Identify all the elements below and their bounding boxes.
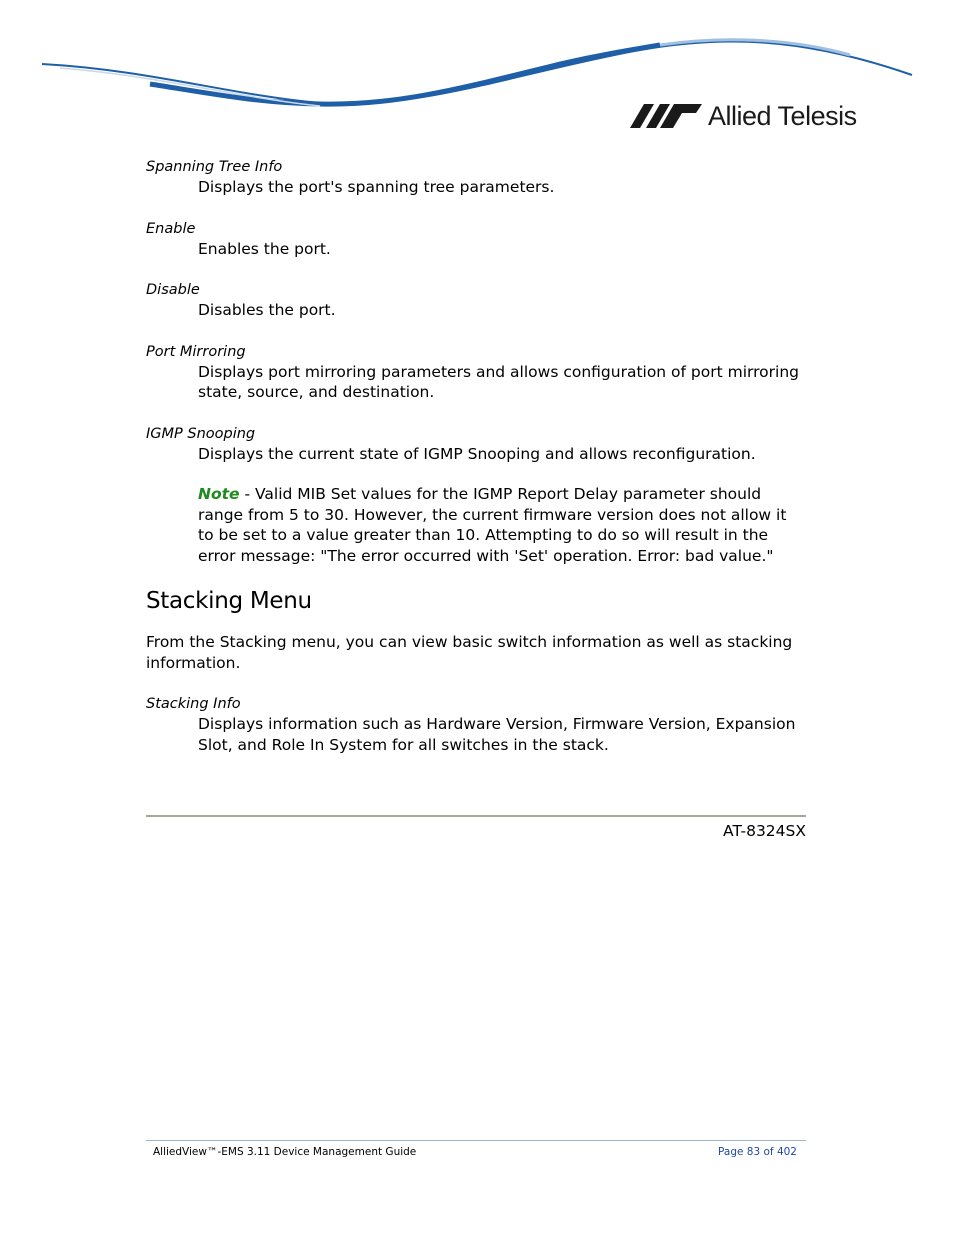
note-label: Note [198, 485, 240, 503]
description: Displays port mirroring parameters and allows configuration of port mirroring state, source, and destination. [198, 362, 799, 401]
term: Disable [146, 282, 200, 298]
term: IGMP Snooping [146, 425, 256, 442]
definition-spanning-tree-info [146, 157, 806, 198]
definition-enable [146, 219, 806, 260]
allied-telesis-mark-icon [630, 104, 702, 128]
definition-disable [146, 280, 806, 321]
term: Spanning Tree Info [146, 159, 283, 175]
definition-port-mirroring [146, 342, 806, 403]
description: Displays the current state of IGMP Snooping and allows reconfiguration. [198, 444, 756, 463]
definition-stacking-info [146, 694, 806, 755]
footer-divider [146, 1140, 806, 1141]
note-text: - Valid MIB Set values for the IGMP Report Delay parameter should range from 5 to 30. However, the current firmware version does not allow it to be set to a value greater than 10. Attempting to do so will result in the error message: "The error occurred with 'Set' operation. Error: bad value." [198, 485, 787, 565]
content-divider [146, 815, 806, 817]
description: Displays information such as Hardware Version, Firmware Version, Expansion Slot, and Role In System for all switches in the stack. [198, 715, 796, 754]
section-intro: From the Stacking menu, you can view basic switch information as well as stacking information. [146, 633, 793, 672]
term: Enable [146, 220, 196, 237]
description: Displays the port's spanning tree parameters. [198, 178, 555, 196]
section-heading: Stacking Menu [146, 588, 312, 614]
note [198, 484, 806, 566]
term: Port Mirroring [146, 343, 246, 360]
description: Enables the port. [198, 239, 331, 258]
definition-igmp-snooping [146, 424, 806, 567]
term: Stacking Info [146, 696, 241, 712]
description: Disables the port. [198, 301, 336, 319]
allied-telesis-logo [630, 100, 857, 132]
model-label: AT-8324SX [723, 822, 806, 840]
footer-page-number: Page 83 of 402 [718, 1146, 797, 1158]
logo-text: Allied Telesis [708, 101, 857, 131]
footer-guide-title: AlliedView™-EMS 3.11 Device Management Guide [153, 1146, 417, 1158]
page-content [146, 157, 806, 776]
